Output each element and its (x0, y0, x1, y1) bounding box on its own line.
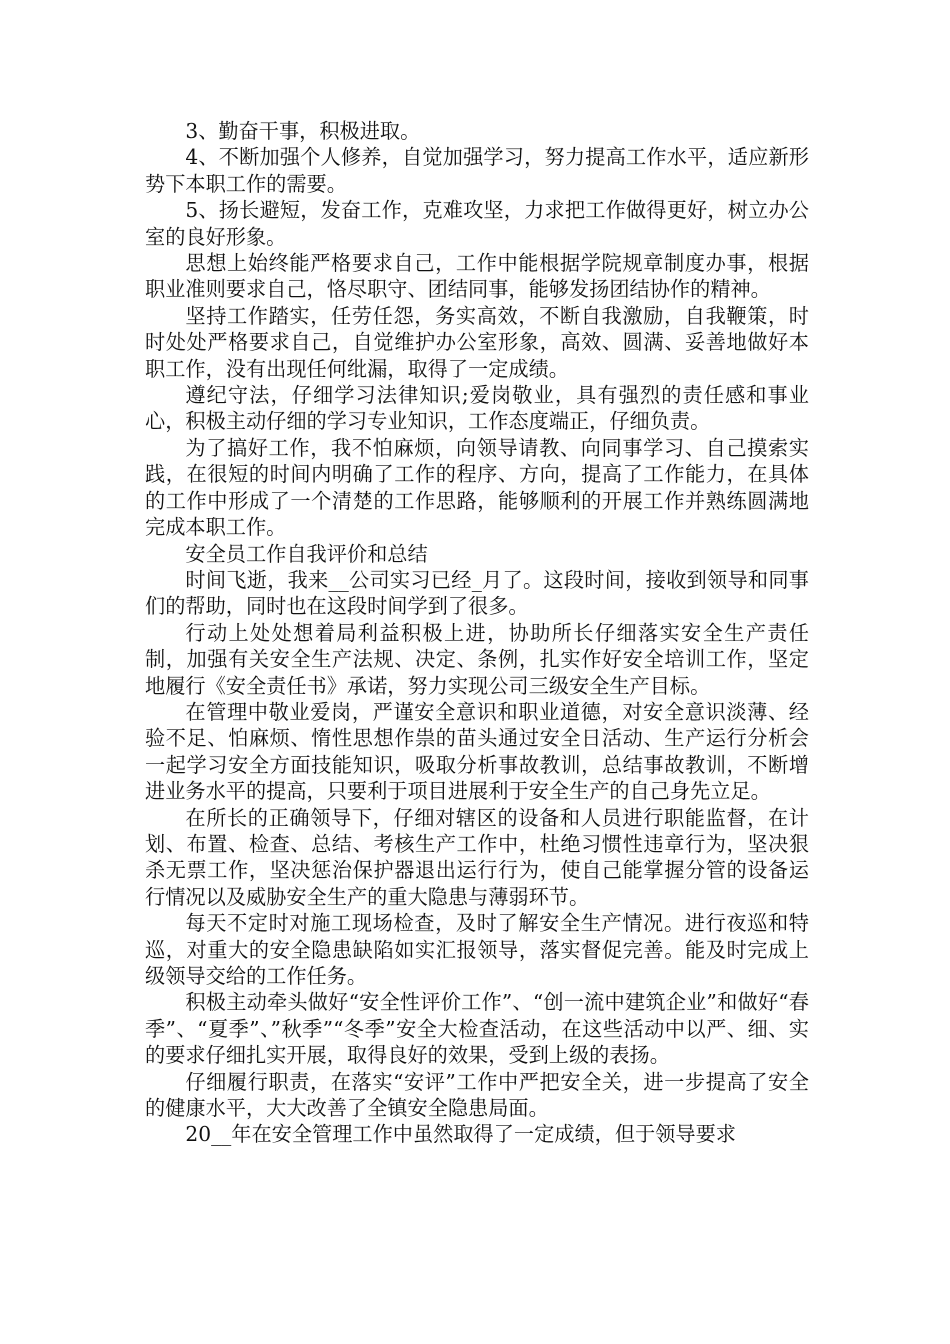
paragraph-learning: 为了搞好工作，我不怕麻烦，向领导请教、向同事学习、自己摸索实践，在很短的时间内明确了工作的程序、方向，提高了工作能力，在具体的工作中形成了一个清楚的工作思路，能够顺利的开展工作并熟练圆满地完成本职工作。 (145, 435, 809, 540)
paragraph-action: 行动上处处想着局利益积极上进，协助所长仔细落实安全生产责任制，加强有关安全生产法规、决定、条例，扎实作好安全培训工作，坚定地履行《安全责任书》承诺，努力实现公司三级安全生产目标。 (145, 620, 809, 698)
paragraph-inspection: 每天不定时对施工现场检查，及时了解安全生产情况。进行夜巡和特巡，对重大的安全隐患缺陷如实汇报领导，落实督促完善。能及时完成上级领导交给的工作任务。 (145, 911, 809, 988)
paragraph-duties: 仔细履行职责，在落实“安评”工作中严把安全关，进一步提高了安全的健康水平，大大改善了全镇安全隐患局面。 (145, 1069, 809, 1121)
paragraph-internship: 时间飞逝，我来__公司实习已经_月了。这段时间，接收到领导和同事们的帮助，同时也在这段时间学到了很多。 (145, 567, 809, 619)
paragraph-item-5: 5、扬长避短，发奋工作，克难攻坚，力求把工作做得更好，树立办公室的良好形象。 (145, 198, 809, 249)
paragraph-diligence: 坚持工作踏实，任劳任怨，务实高效，不断自我激励，自我鞭策，时时处处严格要求自己，自觉维护办公室形象，高效、圆满、妥善地做好本职工作，没有出现任何纰漏，取得了一定成绩。 (145, 303, 809, 381)
paragraph-item-4: 4、不断加强个人修养，自觉加强学习，努力提高工作水平，适应新形势下本职工作的需要。 (145, 145, 809, 196)
paragraph-discipline: 遵纪守法，仔细学习法律知识;爱岗敬业，具有强烈的责任感和事业心，积极主动仔细的学习专业知识，工作态度端正，仔细负责。 (145, 383, 809, 434)
section-heading: 安全员工作自我评价和总结 (185, 541, 428, 566)
paragraph-supervision: 在所长的正确领导下，仔细对辖区的设备和人员进行职能监督，在计划、布置、检查、总结、考核生产工作中，杜绝习惯性违章行为，坚决狠杀无票工作，坚决惩治保护器退出运行行为，使自己能掌握分管的设备运行情况以及威胁安全生产的重大隐患与薄弱环节。 (145, 805, 809, 909)
paragraph-management: 在管理中敬业爱岗，严谨安全意识和职业道德，对安全意识淡薄、经验不足、怕麻烦、惰性思想作祟的苗头通过安全日活动、生产运行分析会一起学习安全方面技能知识，吸取分析事故教训，总结事故教训，不断增进业务水平的提高，只要利于项目进展利于安全生产的自己身先立足。 (145, 699, 809, 804)
paragraph-item-3: 3、勤奋干事，积极进取。 (185, 119, 421, 143)
document-body (145, 118, 809, 1148)
paragraph-thought: 思想上始终能严格要求自己，工作中能根据学院规章制度办事，根据职业准则要求自己，恪尽职守、团结同事，能够发扬团结协作的精神。 (145, 251, 809, 302)
paragraph-campaigns: 积极主动牵头做好“安全性评价工作”、“创一流中建筑企业”和做好“春季”、“夏季”、”秋季”“冬季”安全大检查活动，在这些活动中以严、细、实的要求仔细扎实开展，取得良好的效果，受到上级的表扬。 (145, 990, 809, 1068)
paragraph-year-summary: 20__年在安全管理工作中虽然取得了一定成绩，但于领导要求 (185, 1122, 736, 1147)
